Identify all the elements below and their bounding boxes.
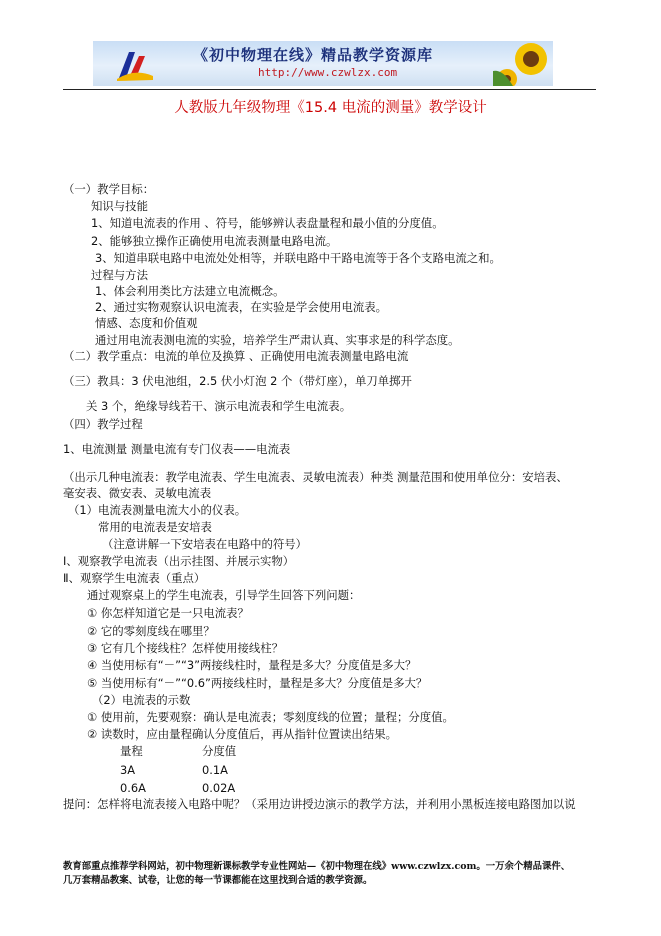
subheading-knowledge: 知识与技能 [91,199,148,213]
objective-item: 2、通过实物观察认识电流表，在实验是学会使用电流表。 [95,300,388,314]
footer-line: 几万套精品教案、试卷，让您的每一节课都能在这里找到合适的教学资源。 [63,875,373,886]
objective-item: 3、知道串联电路中电流处处相等，并联电路中干路电流等于各个支路电流之和。 [95,251,501,265]
division-value: 0.1A [202,763,228,777]
question-item: ⑤ 当使用标有“－”“0.6”两接线柱时，量程是多大？分度值是多大？ [87,676,428,690]
point-2: （2）电流表的示数 [92,693,191,707]
section-equipment: （三）教具：3 伏电池组，2.5 伏小灯泡 2 个（带灯座），单刀单掷开 [63,374,412,388]
subheading-process: 过程与方法 [91,268,148,282]
point-1: （1）电流表测量电流大小的仪表。 [68,503,247,517]
range-value: 3A [120,763,136,777]
observe-teaching-ammeter: Ⅰ、观察教学电流表（出示挂图、并展示实物） [63,554,295,568]
division-column-header: 分度值 [202,744,237,758]
section-process: （四）教学过程 [63,417,143,431]
banner-url: http://www.czwlzx.com [258,66,398,79]
section-key-points: （二）教学重点：电流的单位及换算 、正确使用电流表测量电路电流 [63,349,409,363]
objective-item: 1、知道电流表的作用 、符号，能够辨认表盘量程和最小值的分度值。 [91,216,444,230]
question-prompt: 提问：怎样将电流表接入电路中呢？（采用边讲授边演示的教学方法，并利用小黑板连接电路图加以说 [63,797,576,811]
point-1-detail: 常用的电流表是安培表 [98,520,212,534]
banner-title: 《初中物理在线》精品教学资源库 [193,46,434,64]
division-value: 0.02A [202,781,236,795]
document-title: 人教版九年级物理《15.4 电流的测量》教学设计 [174,100,487,116]
reading-step: ① 使用前，先要观察：确认是电流表；零刻度线的位置；量程；分度值。 [87,710,454,724]
objective-item: 2、能够独立操作正确使用电流表测量电路电流。 [91,234,338,248]
range-value: 0.6A [120,781,146,795]
question-item: ② 它的零刻度线在哪里？ [87,624,215,638]
paragraph-ammeter-types: （出示几种电流表：教学电流表、学生电流表、灵敏电流表）种类 测量范围和使用单位分：安培表、 [63,470,568,484]
equipment-continued: 关 3 个，绝缘导线若干、演示电流表和学生电流表。 [86,399,352,413]
header-rule [63,89,596,90]
point-1-note: （注意讲解一下安培表在电路中的符号） [102,537,308,551]
objective-item: 1、体会利用类比方法建立电流概念。 [95,284,285,298]
objective-item: 通过用电流表测电流的实验，培养学生严肃认真、实事求是的科学态度。 [95,333,460,347]
footer-line: 教育部重点推荐学科网站，初中物理新课标教学专业性网站—《初中物理在线》www.czwlzx.com。一万余个精品课件、 [63,861,571,872]
sunflower-image [493,41,553,86]
paragraph-ammeter-types-continued: 毫安表、微安表、灵敏电流表 [63,486,212,500]
question-item: ① 你怎样知道它是一只电流表？ [87,606,249,620]
observe-student-ammeter: Ⅱ、观察学生电流表（重点） [63,571,206,585]
footer [63,860,596,888]
topic-current-measurement: 1、电流测量 测量电流有专门仪表——电流表 [63,442,291,456]
range-column-header: 量程 [120,744,143,758]
subheading-attitude: 情感、态度和价值观 [95,316,198,330]
site-logo-icon [115,46,155,82]
header-banner [93,41,553,86]
question-item: ④ 当使用标有“－”“3”两接线柱时，量程是多大？分度值是多大？ [87,658,417,672]
guide-questions-intro: 通过观察桌上的学生电流表，引导学生回答下列问题： [87,588,361,602]
section-objectives: （一）教学目标： [63,182,155,196]
reading-step: ② 读数时，应由量程确认分度值后，再从指针位置读出结果。 [87,727,397,741]
question-item: ③ 它有几个接线柱？怎样使用接线柱？ [87,641,284,655]
